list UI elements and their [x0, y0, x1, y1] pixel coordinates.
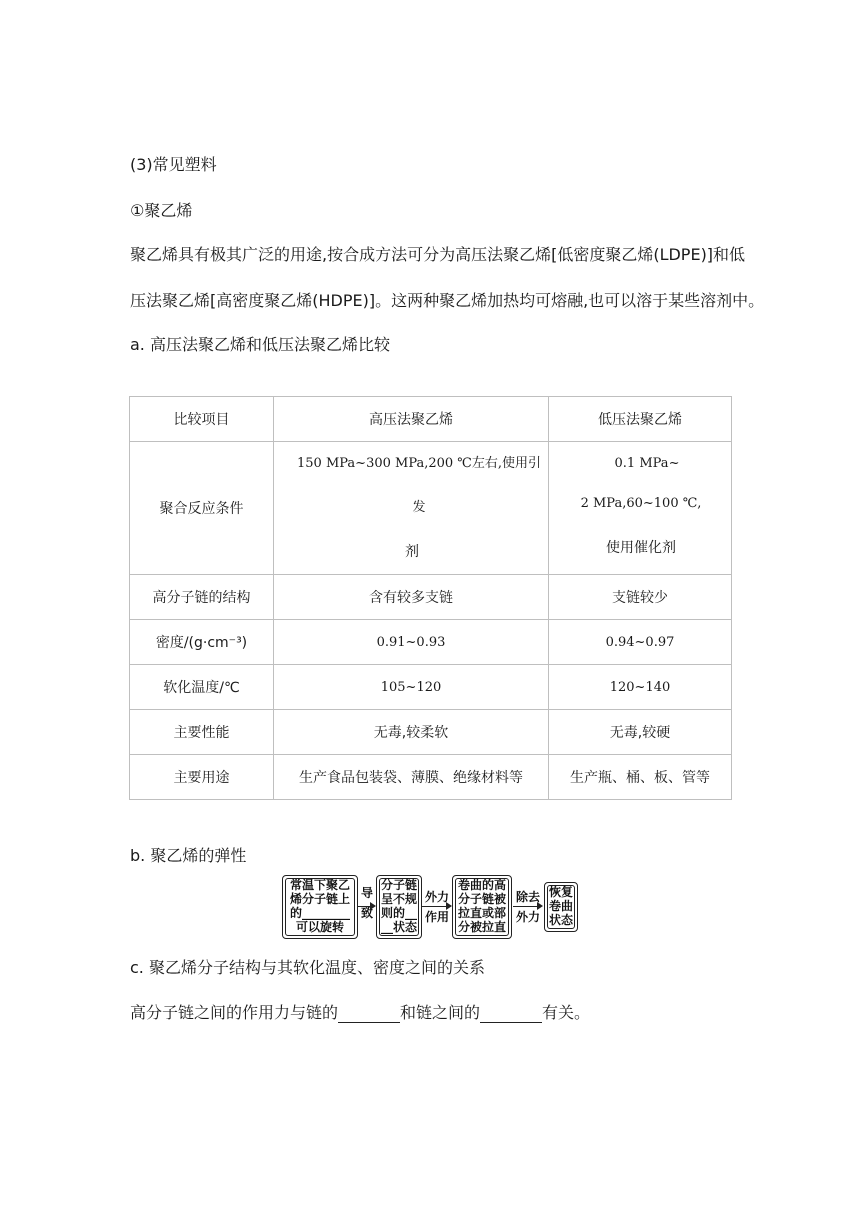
header-cell: 低压法聚乙烯: [549, 397, 732, 442]
header-cell: 比较项目: [130, 397, 274, 442]
row-label: 密度/(g·cm⁻³): [130, 620, 274, 665]
intro-line-2: 压法聚乙烯[高密度聚乙烯(HDPE)]。这两种聚乙烯加热均可熔融,也可以溶于某些溶剂中。: [130, 291, 765, 310]
cell-high-pressure: 无毒,较柔软: [274, 710, 549, 755]
flow-box-stretched: 卷曲的高 分子链被 拉直或部 分被拉直: [452, 875, 512, 939]
row-label: 聚合反应条件: [130, 442, 274, 575]
row-label: 主要性能: [130, 710, 274, 755]
row-label: 高分子链的结构: [130, 575, 274, 620]
flow-arrow: [358, 906, 374, 907]
fill-in-blank[interactable]: [480, 1003, 542, 1023]
flow-arrow-label-external-force: 外力 作用: [424, 890, 449, 924]
comparison-table: [129, 396, 732, 800]
fill-in-blank[interactable]: [338, 1003, 400, 1023]
subsection-heading: ①聚乙烯: [130, 201, 193, 220]
row-label: 软化温度/℃: [130, 665, 274, 710]
flow-box-irregular-state: 分子链 呈不规 则的__ __状态: [376, 875, 422, 939]
flow-arrow: [422, 906, 450, 907]
cell-low-pressure: 120~140: [549, 665, 732, 710]
flow-box-recover: 恢复 卷曲 状态: [544, 882, 578, 932]
cell-low-pressure: 0.1 MPa~ 2 MPa,60~100 ℃, 使用催化剂: [549, 442, 732, 575]
table-row: [130, 755, 732, 800]
elasticity-flow-diagram: [282, 874, 582, 940]
cell-low-pressure: 支链较少: [549, 575, 732, 620]
section-heading: (3)常见塑料: [130, 155, 217, 174]
flow-box-rotation: 常温下聚乙 烯分子链上 的________ 可以旋转: [282, 875, 358, 939]
table-row: [130, 665, 732, 710]
flow-arrow: [513, 906, 541, 907]
cell-low-pressure: 生产瓶、桶、板、管等: [549, 755, 732, 800]
cell-high-pressure: 150 MPa~300 MPa,200 ℃左右,使用引发 剂: [274, 442, 549, 575]
flow-arrow-label-lead-to: 导 致: [360, 886, 373, 920]
table-row: [130, 620, 732, 665]
intro-line-1: 聚乙烯具有极其广泛的用途,按合成方法可分为高压法聚乙烯[低密度聚乙烯(LDPE)]和低: [130, 245, 746, 264]
cell-low-pressure: 0.94~0.97: [549, 620, 732, 665]
section-a-title: a. 高压法聚乙烯和低压法聚乙烯比较: [130, 335, 390, 354]
cell-low-pressure: 无毒,较硬: [549, 710, 732, 755]
table-row: [130, 710, 732, 755]
section-b-title: b. 聚乙烯的弹性: [130, 846, 247, 865]
section-c-title: c. 聚乙烯分子结构与其软化温度、密度之间的关系: [130, 958, 485, 977]
header-cell: 高压法聚乙烯: [274, 397, 549, 442]
table-header-row: [130, 397, 732, 442]
row-label: 主要用途: [130, 755, 274, 800]
table-row: [130, 442, 732, 575]
table-row: [130, 575, 732, 620]
relation-sentence: 高分子链之间的作用力与链的 和链之间的 有关。: [130, 1003, 591, 1022]
flow-arrow-label-remove-force: 除去 外力: [515, 890, 540, 924]
cell-high-pressure: 生产食品包装袋、薄膜、绝缘材料等: [274, 755, 549, 800]
cell-high-pressure: 0.91~0.93: [274, 620, 549, 665]
cell-high-pressure: 含有较多支链: [274, 575, 549, 620]
cell-high-pressure: 105~120: [274, 665, 549, 710]
